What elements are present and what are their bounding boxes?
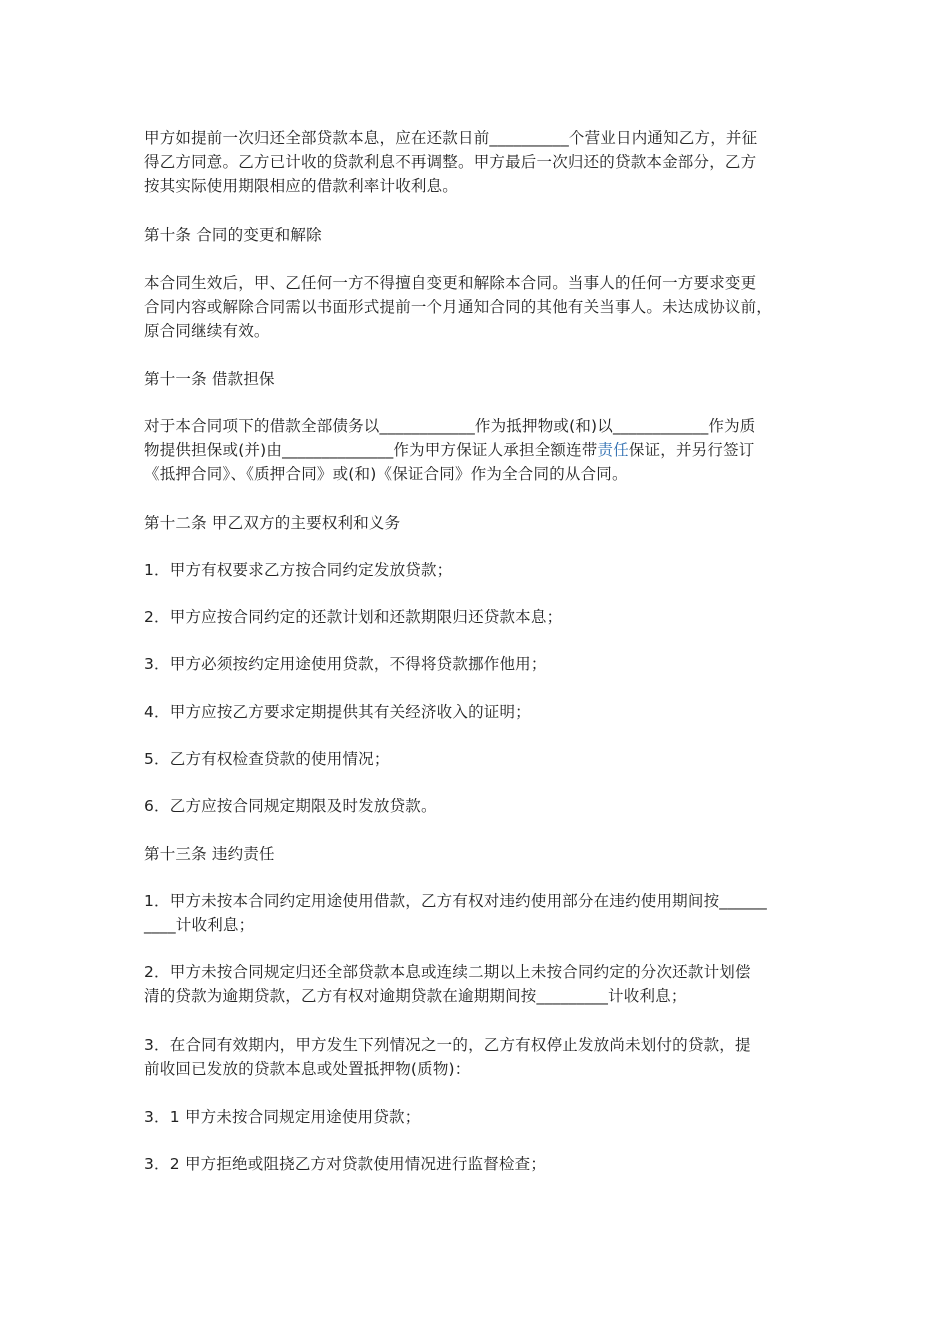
text-segment: 保证，并另行签订 bbox=[628, 441, 755, 459]
list-item: 5．乙方有权检查贷款的使用情况； bbox=[144, 750, 390, 768]
text-line: ____计收利息； bbox=[144, 916, 255, 934]
breach-item-2 bbox=[144, 960, 808, 1008]
list-item: 4．甲方应按乙方要求定期提供其有关经济收入的证明； bbox=[144, 703, 531, 721]
text-segment: 物提供担保或(并)由______________作为甲方保证人承担全额连带 bbox=[144, 441, 598, 459]
text-line: 前收回已发放的贷款本息或处置抵押物(质物)： bbox=[144, 1060, 471, 1078]
breach-subitem-3-2: 3．2 甲方拒绝或阻挠乙方对贷款使用情况进行监督检查； bbox=[144, 1155, 547, 1173]
responsibility-link[interactable]: 责任 bbox=[597, 441, 629, 459]
text-line: 2．甲方未按合同规定归还全部贷款本息或连续二期以上未按合同约定的分次还款计划偿 bbox=[144, 963, 751, 981]
paragraph-contract-change bbox=[144, 271, 808, 343]
list-item: 6．乙方应按合同规定期限及时发放贷款。 bbox=[144, 797, 437, 815]
text-line: 得乙方同意。乙方已计收的贷款利息不再调整。甲方最后一次归还的贷款本金部分，乙方 bbox=[144, 153, 757, 171]
text-line: 1．甲方未按本合同约定用途使用借款，乙方有权对违约使用部分在违约使用期间按______ bbox=[144, 892, 767, 910]
text-line: 《抵押合同》、《质押合同》或(和)《保证合同》作为全合同的从合同。 bbox=[144, 465, 628, 483]
text-line: 合同内容或解除合同需以书面形式提前一个月通知合同的其他有关当事人。未达成协议前， bbox=[144, 298, 773, 316]
heading-article-11: 第十一条 借款担保 bbox=[144, 370, 275, 388]
text-line: 清的贷款为逾期贷款，乙方有权对逾期贷款在逾期期间按_________计收利息； bbox=[144, 987, 687, 1005]
text-line: 按其实际使用期限相应的借款利率计收利息。 bbox=[144, 177, 459, 195]
text-line bbox=[144, 438, 808, 462]
heading-article-13: 第十三条 违约责任 bbox=[144, 845, 275, 863]
text-line: 原合同继续有效。 bbox=[144, 322, 270, 340]
breach-item-3 bbox=[144, 1033, 808, 1081]
paragraph-guarantee bbox=[144, 414, 808, 486]
list-item: 2．甲方应按合同约定的还款计划和还款期限归还贷款本息； bbox=[144, 608, 563, 626]
text-line: 3．在合同有效期内，甲方发生下列情况之一的，乙方有权停止发放尚未划付的贷款，提 bbox=[144, 1036, 751, 1054]
heading-article-10: 第十条 合同的变更和解除 bbox=[144, 226, 322, 244]
text-line: 对于本合同项下的借款全部债务以____________作为抵押物或(和)以____________作为质 bbox=[144, 417, 756, 435]
paragraph-early-repayment bbox=[144, 126, 808, 198]
text-line: 本合同生效后，甲、乙任何一方不得擅自变更和解除本合同。当事人的任何一方要求变更 bbox=[144, 274, 757, 292]
text-line: 甲方如提前一次归还全部贷款本息，应在还款日前__________个营业日内通知乙方，并征 bbox=[144, 129, 758, 147]
list-item: 3．甲方必须按约定用途使用贷款，不得将贷款挪作他用； bbox=[144, 655, 547, 673]
heading-article-12: 第十二条 甲乙双方的主要权利和义务 bbox=[144, 514, 401, 532]
breach-item-1 bbox=[144, 889, 808, 937]
breach-subitem-3-1: 3．1 甲方未按合同规定用途使用贷款； bbox=[144, 1108, 421, 1126]
list-item: 1．甲方有权要求乙方按合同约定发放贷款； bbox=[144, 561, 453, 579]
